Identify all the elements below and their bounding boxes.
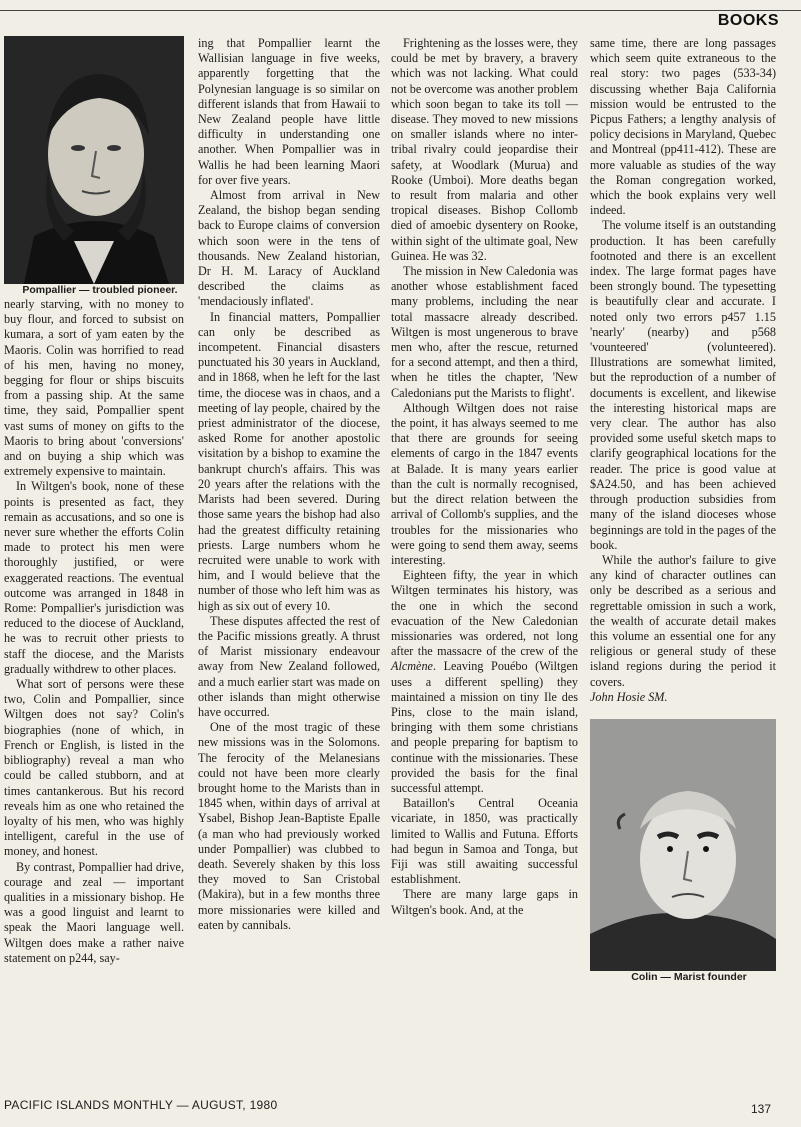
- paragraph: same time, there are long passages which seem quite extraneous to the real story: two pages (533-34) discussing whether Baja California mission would be entrusted to the Picpus Fathers; a lengthy analysis of policy decisions in Maryland, Quebec and Montreal (pp411-412). These are more valuable as studies of the way the Roman congregation worked, which the book explains very well indeed.: [590, 36, 776, 218]
- article-column-2: [198, 36, 380, 933]
- article-column-4: [590, 36, 776, 984]
- footer-publication: PACIFIC ISLANDS MONTHLY — AUGUST, 1980: [4, 1098, 278, 1112]
- colin-caption: Colin — Marist founder: [631, 970, 747, 983]
- paragraph: [391, 568, 578, 796]
- paragraph: While the author's failure to give any kind of character outlines can only be described as a serious and regrettable omission in such a work, the wealth of accurate detail makes this volume an essential one for any religious or general study of these island regions during the period it covers.: [590, 552, 776, 689]
- paragraph: nearly starving, with no money to buy flour, and forced to subsist on kumara, a sort of yam eaten by the Maoris. Colin was horrified to read of his men, having no money, begging for flour or ships biscuits from a passing ship. At the same time, they said, Pompallier spent vast sums of money on gifts to the Maoris to bring about 'conversions' and on buying a ship which was extremely expensive to maintain.: [4, 297, 184, 479]
- paragraph: What sort of persons were these two, Colin and Pompallier, since Wiltgen does not say? Colin's biographies (none of which, in French or English, is listed in the bibliography) reveal a man who could be called stubborn, and at times cantankerous. But his record reveals him as one who retained the loyalty of his men, who was highly intelligent, careful in the use of money, and honest.: [4, 677, 184, 859]
- author-signature: John Hosie SM.: [590, 689, 668, 704]
- paragraph: Frightening as the losses were, they could be met by bravery, a bravery which was not lacking. What could not be overcome was another problem which soon began to take its toll — disease. They moved to new missions on smaller islands where no inter-tribal rivalry could jeopardise their safety, at Woodlark (Murua) and Rooke (Umboi). More deaths began to result from malaria and other tropical diseases. Bishop Collomb died of amoebic dysentery on Rooke, within sight of the ultimate goal, New Guinea. He was 32.: [391, 36, 578, 263]
- top-rule: [0, 10, 801, 11]
- colin-portrait-drawing: [590, 719, 776, 971]
- paragraph: In financial matters, Pompallier can only be described as incompetent. Financial disasters punctuated his 30 years in Auckland, and in 1868, when he left for the last time, the diocese was in chaos, and a meeting of lay people, chaired by the priest administrator of the diocese, asked Rome for another apostolic visitation by a bishop to examine the bankrupt church's affairs. This was 20 years after the relations with the Marists had been severed. During those same years the bishop had also had the greatest difficulty retaining priests. Large numbers whom he recruited were unable to work with him, and I would believe that the number of those who left him was as high as six out of every 10.: [198, 309, 380, 613]
- ship-name: Alcmène: [391, 659, 433, 674]
- paragraph: Although Wiltgen does not raise the point, it has always seemed to me that there are grounds for seeing elements of cargo in the 1847 events at Balade. It is many years earlier than the cult is normally recognised, but the direct relation between the arrival of Collomb's supplies, and the troubles for the missionaries who were going to send them away, seems interesting.: [391, 400, 578, 567]
- colin-portrait: [590, 719, 776, 971]
- paragraph: ing that Pompallier learnt the Wallisian language in five weeks, apparently forgetting that the Polynesian language is so similar on different islands that from Hawaii to New Zealand people have little difficulty in understanding one another. When Pompallier was in Wallis he had been learning Maori for over five years.: [198, 36, 380, 187]
- article-column-1: [4, 36, 184, 966]
- paragraph: In Wiltgen's book, none of these points is presented as fact, they remain as accusations, and so one is never sure whether the efforts Colin made to protect his men were thoroughly justified, or were exaggerated reactions. The eventual outcome was arranged in 1848 in Rome: Pompallier's jurisdiction was reduced to the diocese of Auckland, he was to recruit other priests to staff the diocese, and the Marists gradually withdrew to other places.: [4, 479, 184, 676]
- section-heading: BOOKS: [717, 12, 779, 29]
- pompallier-portrait-drawing: [4, 36, 184, 284]
- paragraph: One of the most tragic of these new missions was in the Solomons. The ferocity of the Melanesians could not have been more clearly brought home to the Marists than in 1845 when, within days of arrival at Ysabel, Bishop Jean-Baptiste Epalle (a man who had previously worked under Pompallier) was clubbed to death. Severely shaken by this loss they moved to San Cristobal (Makira), but in a few months three more missionaries were killed and eaten by cannibals.: [198, 720, 380, 932]
- article-column-3: [391, 36, 578, 918]
- pompallier-caption: Pompallier — troubled pioneer.: [22, 284, 178, 296]
- paragraph: Almost from arrival in New Zealand, the bishop began sending back to Europe claims of conversion which soon were in the tens of thousands. New Zealand historian, Dr H. M. Laracy of Auckland described the claims as 'mendaciously inflated'.: [198, 188, 380, 309]
- paragraph-text: Eighteen fifty, the year in which Wiltgen terminates his history, was the one in which the second evacuation of the New Caledonian missionaries was ordered, not long after the massacre of the crew of the: [391, 568, 578, 659]
- paragraph-text: . Leaving Pouébo (Wiltgen uses a different spelling) they maintained a mission on tiny Ile des Pins, close to the main island, bringing with them some christians and people preparing for baptism to continue with the missionaries. These provided the basis for the final successful attempt.: [391, 659, 578, 795]
- paragraph: The mission in New Caledonia was another whose establishment faced many problems, including the near total massacre already described. Wiltgen is most ungenerous to brave men who, after the rescue, returned for a second attempt, and then a third, when he titles the chapter, 'New Caledonians put the Marists to flight'.: [391, 264, 578, 400]
- pompallier-portrait: [4, 36, 184, 284]
- paragraph: Bataillon's Central Oceania vicariate, in 1850, was practically limited to Wallis and Futuna. Efforts had begun in Samoa and Tonga, but Fiji was still awaiting successful establishment.: [391, 796, 578, 887]
- paragraph: These disputes affected the rest of the Pacific missions greatly. A thrust of Marist missionary endeavour away from New Zealand followed, and a much earlier start was made on other islands than might otherwise have occurred.: [198, 613, 380, 719]
- page-number: 137: [750, 1102, 771, 1116]
- paragraph: By contrast, Pompallier had drive, courage and zeal — important qualities in a missionary bishop. He was a good linguist and learnt to speak the Maori language well. Wiltgen does make a rather naive statement on p244, say-: [4, 859, 184, 965]
- paragraph: The volume itself is an outstanding production. It has been carefully footnoted and there is an excellent index. The large format pages have been strongly bound. The typesetting is beautifully clear and accurate. I noted only two errors p457 1.15 'nearly' (nearby) and p568 'vounteered' (volunteered). Illustrations are somewhat limited, but the reproduction of a number of documents is excellent, and likewise the interesting historical maps are very clear. The author has also provided some useful sketch maps to clarify geographical locations for the reader. The price is good value at $A24.50, and has been achieved through production subsidies from many of the island dioceses whose beginnings are told in the pages of the book.: [590, 218, 776, 552]
- paragraph: There are many large gaps in Wiltgen's book. And, at the: [391, 887, 578, 917]
